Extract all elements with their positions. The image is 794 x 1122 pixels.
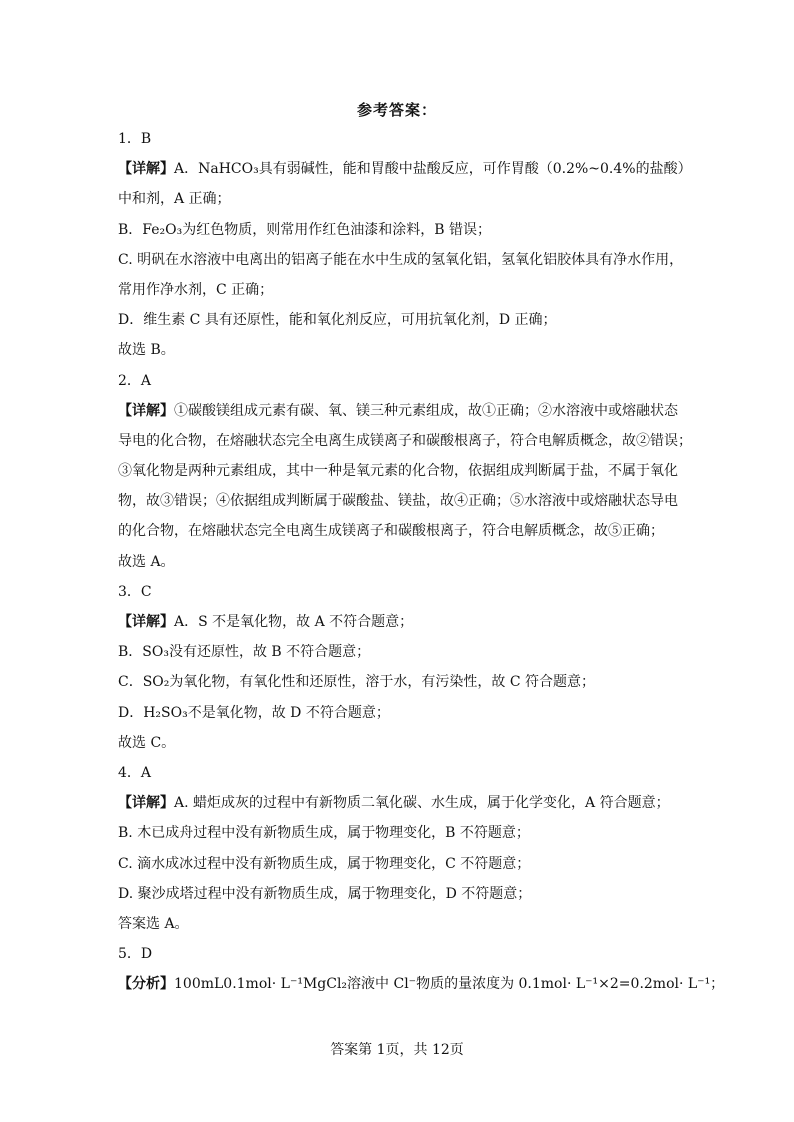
q2-line-5: 的化合物，在熔融状态完全电离生成镁离子和碳酸根离子，符合电解质概念，故⑤正确；: [118, 523, 664, 540]
q3-tag: 【详解】: [118, 614, 174, 630]
answer-content: [118, 124, 725, 999]
q1-line-1: [118, 154, 690, 184]
q5-text-1: 100mL0.1mol· L⁻¹MgCl₂溶液中 Cl⁻物质的量浓度为 0.1mol· L⁻¹×2=0.2mol· L⁻¹；: [174, 976, 725, 993]
q2-line-6: 故选 A。: [118, 553, 175, 570]
q2-line-2: 导电的化合物，在熔融状态完全电离生成镁离子和碳酸根离子，符合电解质概念，故②错误；: [118, 432, 692, 449]
q1-line-2: 中和剂，A 正确；: [118, 191, 231, 208]
q2-line-4: 物，故③错误；④依据组成判断属于碳酸盐、镁盐，故④正确；⑤水溶液中或熔融状态导电: [118, 493, 678, 510]
q1-line-5: 常用作净水剂，C 正确；: [118, 281, 274, 298]
q5-tag: 【分析】: [118, 976, 174, 993]
q1-text-1: A．NaHCO₃具有弱碱性，能和胃酸中盐酸反应，可作胃酸（0.2%~0.4%的盐酸）: [174, 161, 692, 178]
q3-line-5: 故选 C。: [118, 734, 176, 751]
q3-text-1: A．S 不是氧化物，故 A 不符合题意；: [174, 614, 414, 630]
q3-number: 3．C: [118, 583, 152, 600]
page-title: 参考答案：: [356, 101, 437, 119]
q4-number: 4．A: [118, 764, 152, 781]
q2-line-1: [118, 396, 690, 426]
q5-line-1: [118, 969, 725, 999]
q4-line-1: [118, 788, 690, 818]
q2-number: 2．A: [118, 372, 152, 389]
q4-line-4: D. 聚沙成塔过程中没有新物质生成，属于物理变化，D 不符题意；: [118, 885, 532, 902]
q2-tag: 【详解】: [118, 402, 174, 419]
q3-line-4: D．H₂SO₃不是氧化物，故 D 不符合题意；: [118, 704, 390, 721]
q1-line-4: C. 明矾在水溶液中电离出的铝离子能在水中生成的氢氧化铝，氢氧化铝胶体具有净水作用，: [118, 251, 684, 268]
q4-line-3: C. 滴水成冰过程中没有新物质生成，属于物理变化，C 不符题意；: [118, 855, 531, 872]
q2-line-3: ③氧化物是两种元素组成，其中一种是氧元素的化合物，依据组成判断属于盐，不属于氧化: [118, 463, 678, 480]
q4-line-5: 答案选 A。: [118, 915, 189, 932]
q3-line-3: C．SO₂为氧化物，有氧化性和还原性，溶于水，有污染性，故 C 符合题意；: [118, 674, 596, 691]
q4-tag: 【详解】: [118, 795, 174, 812]
q2-text-1: ①碳酸镁组成元素有碳、氧、镁三种元素组成，故①正确；②水溶液中或熔融状态: [174, 402, 678, 419]
page-footer: 答案第 1页，共 12页: [330, 1042, 464, 1058]
q3-line-1: [118, 607, 690, 637]
q1-tag: 【详解】: [118, 161, 174, 178]
q5-number: 5．D: [118, 946, 153, 963]
q1-line-3: B．Fe₂O₃为红色物质，则常用作红色油漆和涂料，B 错误；: [118, 221, 491, 238]
q4-text-1: A. 蜡炬成灰的过程中有新物质二氧化碳、水生成，属于化学变化，A 符合题意；: [174, 795, 670, 812]
q1-line-6: D．维生素 C 具有还原性，能和氧化剂反应，可用抗氧化剂，D 正确；: [118, 312, 557, 329]
q1-line-7: 故选 B。: [118, 342, 175, 359]
q1-number: 1．B: [118, 131, 152, 147]
q3-line-2: B．SO₃没有还原性，故 B 不符合题意；: [118, 644, 371, 661]
q4-line-2: B. 木已成舟过程中没有新物质生成，属于物理变化，B 不符题意；: [118, 825, 530, 842]
